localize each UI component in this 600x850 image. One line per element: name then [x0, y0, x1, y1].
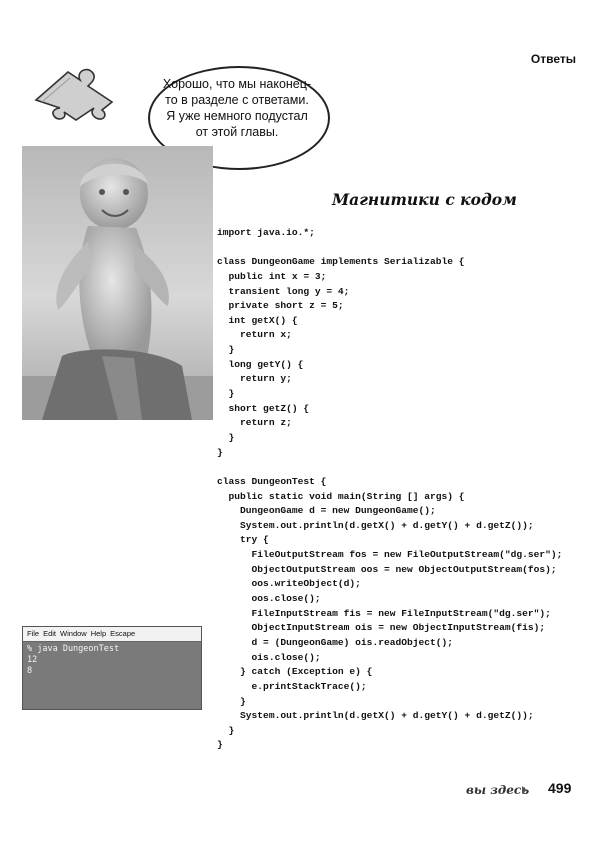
code-line: FileInputStream fis = new FileInputStream("dg.ser"); [217, 607, 551, 619]
terminal-menu-item-help[interactable]: Help [90, 629, 107, 638]
code-line: } catch (Exception e) { [217, 666, 373, 678]
code-line: ois.close(); [217, 651, 321, 663]
code-line: public int x = 3; [217, 270, 327, 282]
code-line: long getY() { [217, 358, 304, 370]
code-line: ObjectOutputStream oos = new ObjectOutputStream(fos); [217, 563, 557, 575]
terminal-menubar [23, 627, 201, 642]
child-photo [22, 146, 213, 420]
terminal-menu-item-escape[interactable]: Escape [110, 629, 136, 638]
terminal-output [23, 642, 201, 679]
you-are-here-label: вы здесь [466, 783, 530, 797]
terminal-menu-item-file[interactable]: File [27, 629, 40, 638]
terminal-menu-item-edit[interactable]: Edit [43, 629, 57, 638]
code-line: public static void main(String [] args) { [217, 490, 465, 502]
terminal-menu-item-window[interactable]: Window [60, 629, 87, 638]
code-line: } [217, 431, 235, 443]
triangle-right-icon [522, 786, 527, 794]
terminal-line: 8 [27, 666, 33, 676]
code-line: } [217, 724, 235, 736]
puzzle-piece-icon [28, 62, 140, 124]
code-line: oos.writeObject(d); [217, 578, 361, 590]
code-line: return y; [217, 373, 292, 385]
code-line: d = (DungeonGame) ois.readObject(); [217, 636, 454, 648]
code-line: oos.close(); [217, 593, 321, 605]
code-line: return x; [217, 329, 292, 341]
code-line: FileOutputStream fos = new FileOutputStream("dg.ser"); [217, 549, 563, 561]
code-line: private short z = 5; [217, 300, 344, 312]
magnets-title: Магнитики с кодом [332, 190, 517, 209]
code-line: import java.io.*; [217, 227, 315, 238]
code-line [217, 460, 562, 475]
code-line: System.out.println(d.getX() + d.getY() + d.getZ()); [217, 710, 534, 722]
code-line: try { [217, 534, 269, 546]
code-line [217, 241, 562, 256]
code-line: System.out.println(d.getX() + d.getY() + d.getZ()); [217, 519, 534, 531]
code-line: } [217, 344, 235, 356]
terminal-window [22, 626, 202, 710]
code-line: return z; [217, 417, 292, 429]
page-number: 499 [548, 780, 572, 796]
code-line: short getZ() { [217, 402, 310, 414]
code-line: e.printStackTrace(); [217, 680, 367, 692]
code-line: } [217, 739, 223, 751]
code-line: } [217, 446, 223, 458]
speech-bubble-text: Хорошо, что мы наконец-то в разделе с ответами. Я уже немного подустал от этой главы. [162, 77, 312, 139]
code-line: ObjectInputStream ois = new ObjectInputStream(fis); [217, 622, 546, 634]
section-title: Ответы [530, 52, 576, 66]
code-line: } [217, 388, 235, 400]
code-line: int getX() { [217, 314, 298, 326]
terminal-line: % java DungeonTest [27, 644, 120, 654]
code-line: transient long y = 4; [217, 285, 350, 297]
code-line: class DungeonGame implements Serializable { [217, 256, 465, 268]
code-line: class DungeonTest { [217, 475, 327, 487]
code-block [217, 226, 562, 753]
code-line: } [217, 695, 246, 707]
code-line: DungeonGame d = new DungeonGame(); [217, 505, 436, 517]
terminal-line: 12 [27, 655, 38, 665]
